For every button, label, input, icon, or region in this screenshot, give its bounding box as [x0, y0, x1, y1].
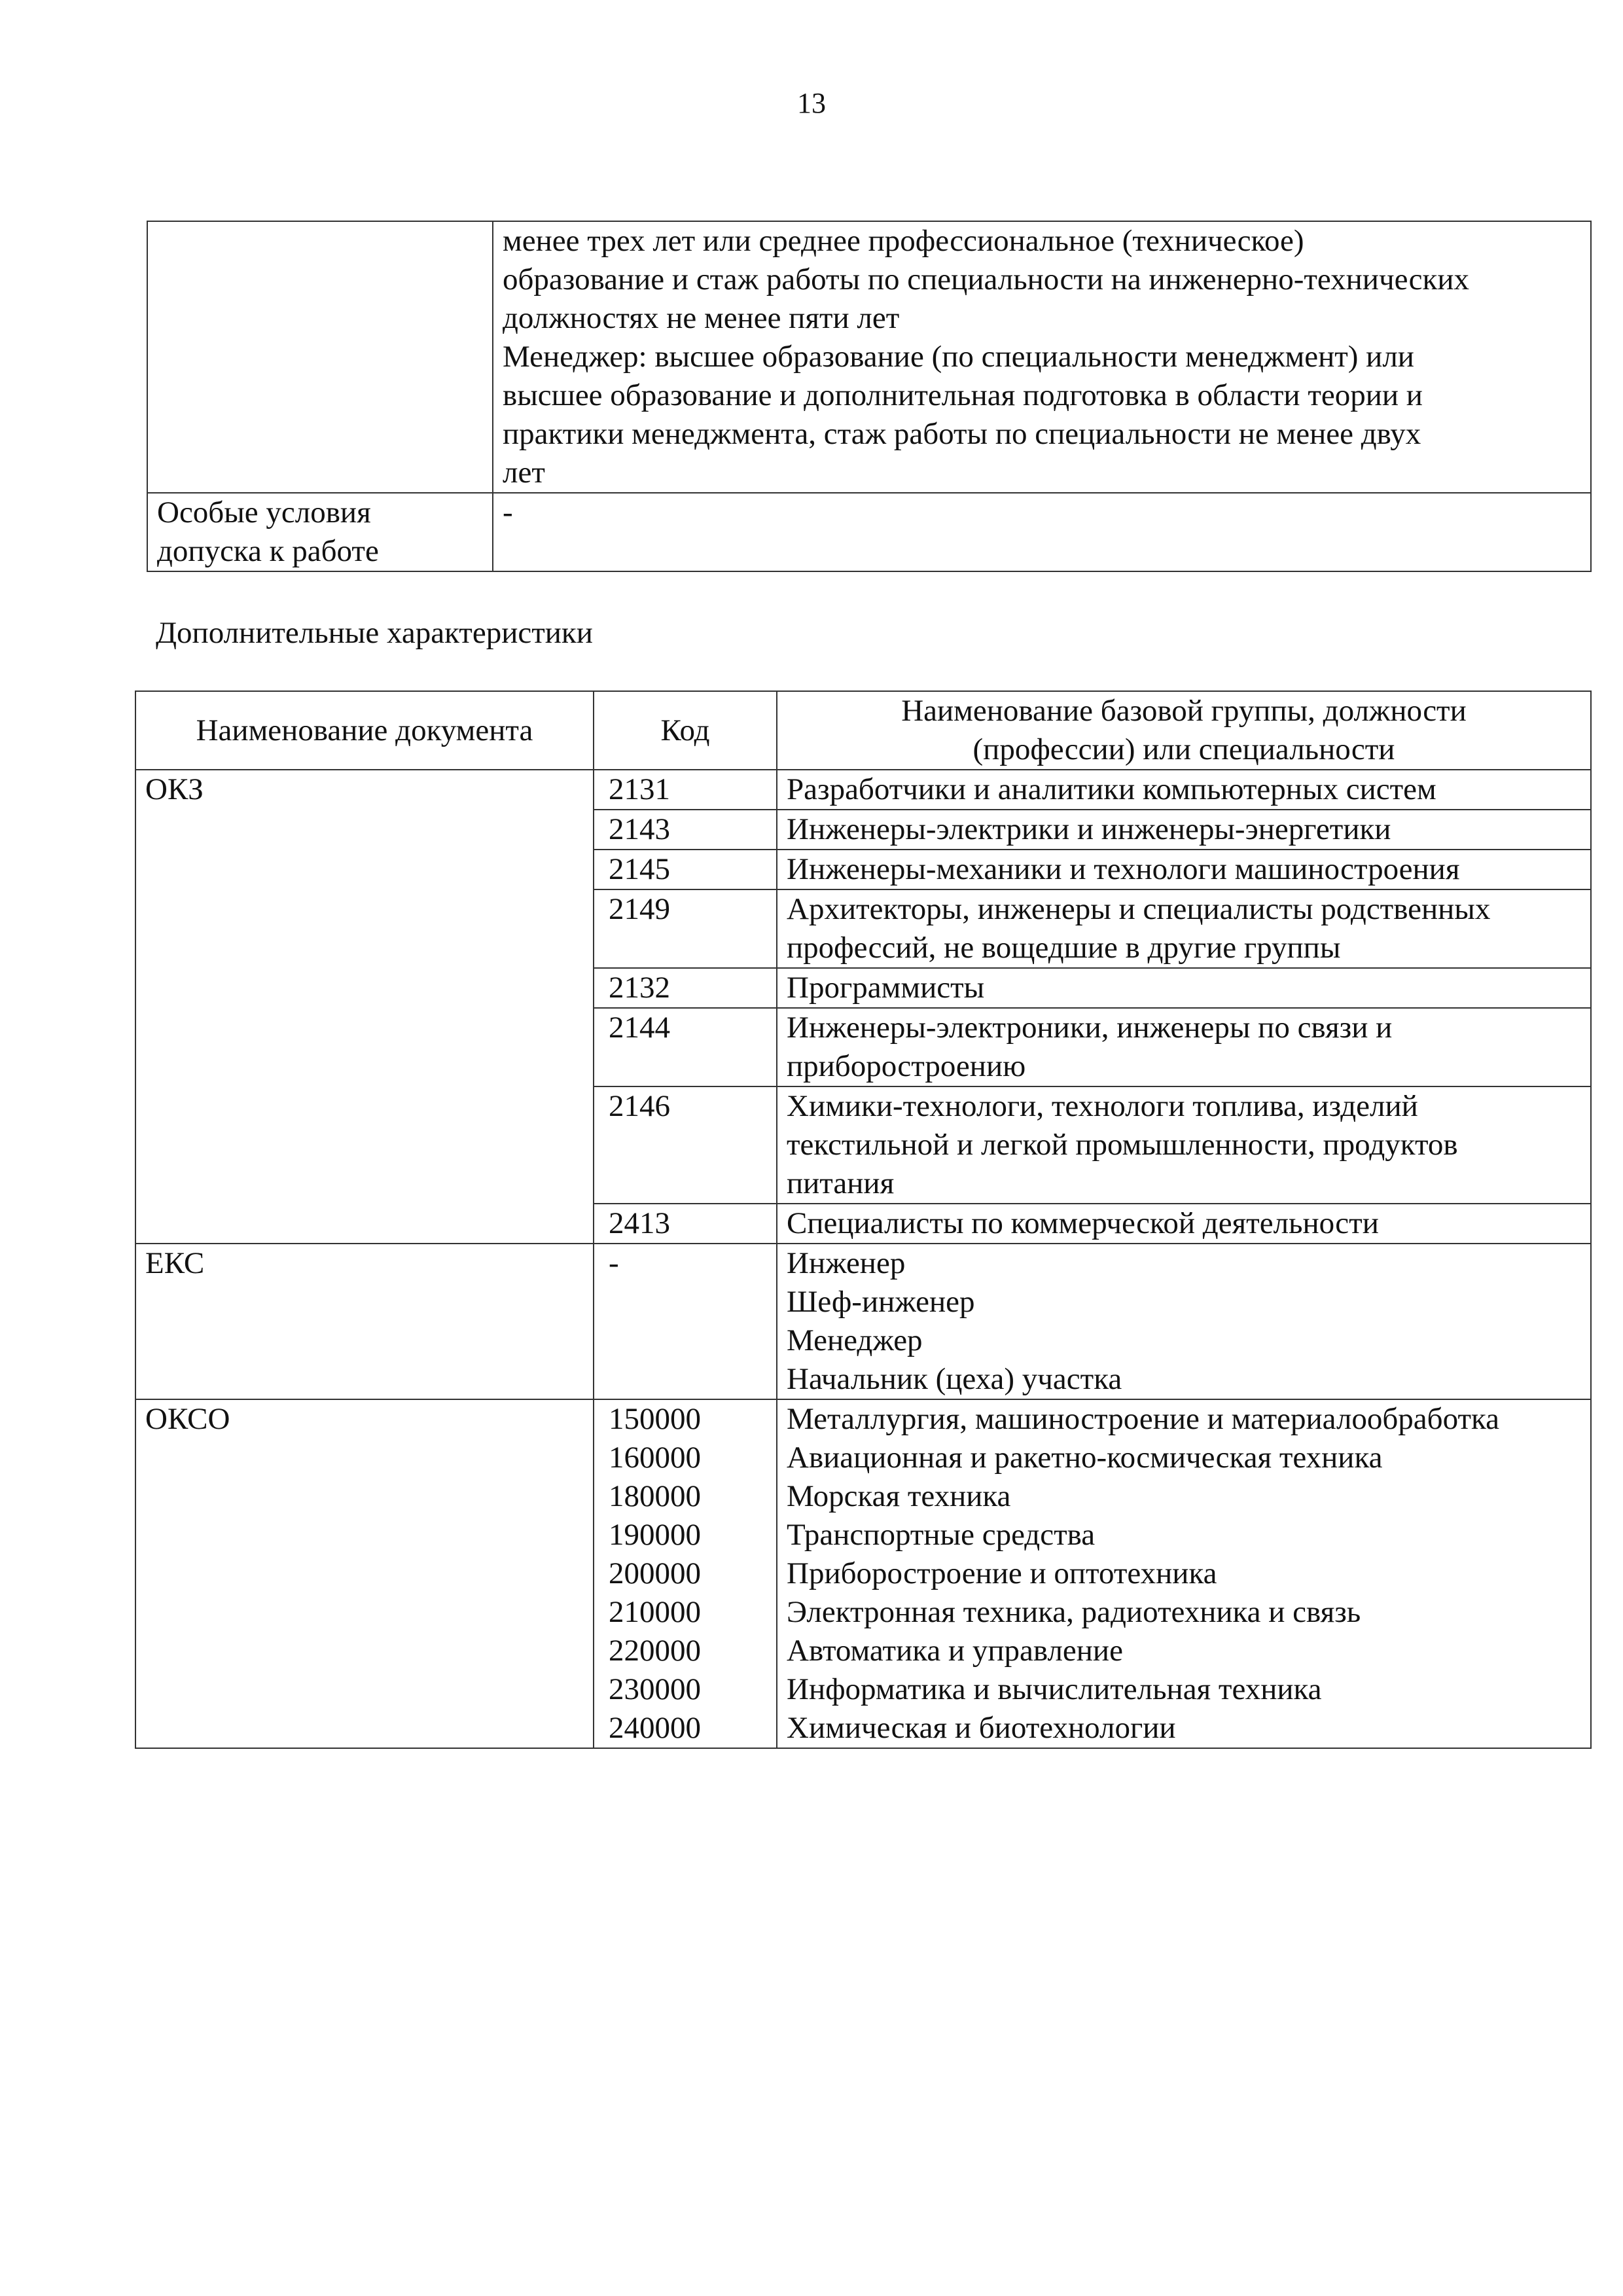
text-line: 160000 [609, 1441, 701, 1475]
name-cell [777, 1399, 1591, 1748]
text-line: Морская техника [787, 1479, 1011, 1513]
name-cell: Разработчики и аналитики компьютерных систем [777, 770, 1591, 810]
text-line: лет [503, 456, 545, 490]
text-line: Электронная техника, радиотехника и связь [787, 1595, 1361, 1629]
code-cell: 2413 [594, 1204, 777, 1244]
document-okz: ОКЗ [135, 770, 594, 1244]
section-heading: Дополнительные характеристики [156, 616, 593, 650]
requirements-text [493, 221, 1591, 493]
name-cell: Программисты [777, 968, 1591, 1008]
code-cell: - [594, 1244, 777, 1399]
code-cell: 2145 [594, 850, 777, 889]
code-cell: 2131 [594, 770, 777, 810]
table-row [135, 1244, 1591, 1399]
text-line: Инженер [787, 1246, 906, 1280]
text-line: Авиационная и ракетно-космическая техника [787, 1441, 1383, 1475]
empty-cell [147, 221, 493, 493]
text-line: 210000 [609, 1595, 701, 1629]
text-line: текстильной и легкой промышленности, продуктов [787, 1128, 1458, 1162]
text-line: Информатика и вычислительная техника [787, 1672, 1322, 1706]
special-conditions-value: - [493, 493, 1591, 571]
text-line: Инженеры-электроники, инженеры по связи и [787, 1011, 1393, 1045]
text-line: питания [787, 1166, 895, 1200]
text-line: Особые условия [157, 495, 371, 529]
text-line: менее трех лет или среднее профессиональное (техническое) [503, 224, 1304, 258]
text-line: 220000 [609, 1634, 701, 1668]
text-line: 230000 [609, 1672, 701, 1706]
characteristics-table [135, 691, 1592, 1749]
text-line: Начальник (цеха) участка [787, 1362, 1122, 1396]
code-cell [594, 1399, 777, 1748]
table-row [147, 493, 1591, 571]
code-cell: 2149 [594, 889, 777, 968]
name-cell [777, 1008, 1591, 1086]
text-line: профессий, не вощедшие в другие группы [787, 931, 1341, 965]
text-line: Химическая и биотехнологии [787, 1711, 1176, 1745]
text-line: Автоматика и управление [787, 1634, 1123, 1668]
code-cell: 2146 [594, 1086, 777, 1204]
text-line: приборостроению [787, 1049, 1026, 1083]
header-name [777, 691, 1591, 770]
text-line: высшее образование и дополнительная подготовка в области теории и [503, 378, 1423, 412]
header-code: Код [594, 691, 777, 770]
table-row [135, 770, 1591, 810]
document-okso: ОКСО [135, 1399, 594, 1748]
text-line: Наименование базовой группы, должности [901, 694, 1467, 728]
text-line: должностях не менее пяти лет [503, 301, 900, 335]
header-row [135, 691, 1591, 770]
text-line: Шеф-инженер [787, 1285, 975, 1319]
text-line: 240000 [609, 1711, 701, 1745]
page-number: 13 [797, 87, 826, 119]
special-conditions-label [147, 493, 493, 571]
text-line: (профессии) или специальности [972, 732, 1395, 766]
name-cell [777, 1086, 1591, 1204]
code-cell: 2144 [594, 1008, 777, 1086]
text-line: Металлургия, машиностроение и материалообработка [787, 1402, 1499, 1436]
text-line: 200000 [609, 1556, 701, 1590]
text-line: Архитекторы, инженеры и специалисты родственных [787, 892, 1491, 926]
text-line: Менеджер [787, 1323, 923, 1357]
name-cell: Специалисты по коммерческой деятельности [777, 1204, 1591, 1244]
text-line: допуска к работе [157, 534, 379, 568]
name-cell [777, 1244, 1591, 1399]
table-row [147, 221, 1591, 493]
text-line: Приборостроение и оптотехника [787, 1556, 1217, 1590]
code-cell: 2143 [594, 810, 777, 850]
header-document: Наименование документа [135, 691, 594, 770]
text-line: Менеджер: высшее образование (по специальности менеджмент) или [503, 340, 1414, 374]
name-cell: Инженеры-механики и технологи машиностроения [777, 850, 1591, 889]
text-line: 180000 [609, 1479, 701, 1513]
code-cell: 2132 [594, 968, 777, 1008]
text-line: образование и стаж работы по специальности на инженерно-технических [503, 262, 1469, 296]
table-row [135, 1399, 1591, 1748]
requirements-table [147, 221, 1592, 572]
document-eks: ЕКС [135, 1244, 594, 1399]
text-line: 150000 [609, 1402, 701, 1436]
text-line: практики менеджмента, стаж работы по специальности не менее двух [503, 417, 1421, 451]
text-line: Химики-технологи, технологи топлива, изделий [787, 1089, 1418, 1123]
text-line: 190000 [609, 1518, 701, 1552]
name-cell: Инженеры-электрики и инженеры-энергетики [777, 810, 1591, 850]
text-line: Транспортные средства [787, 1518, 1096, 1552]
name-cell [777, 889, 1591, 968]
